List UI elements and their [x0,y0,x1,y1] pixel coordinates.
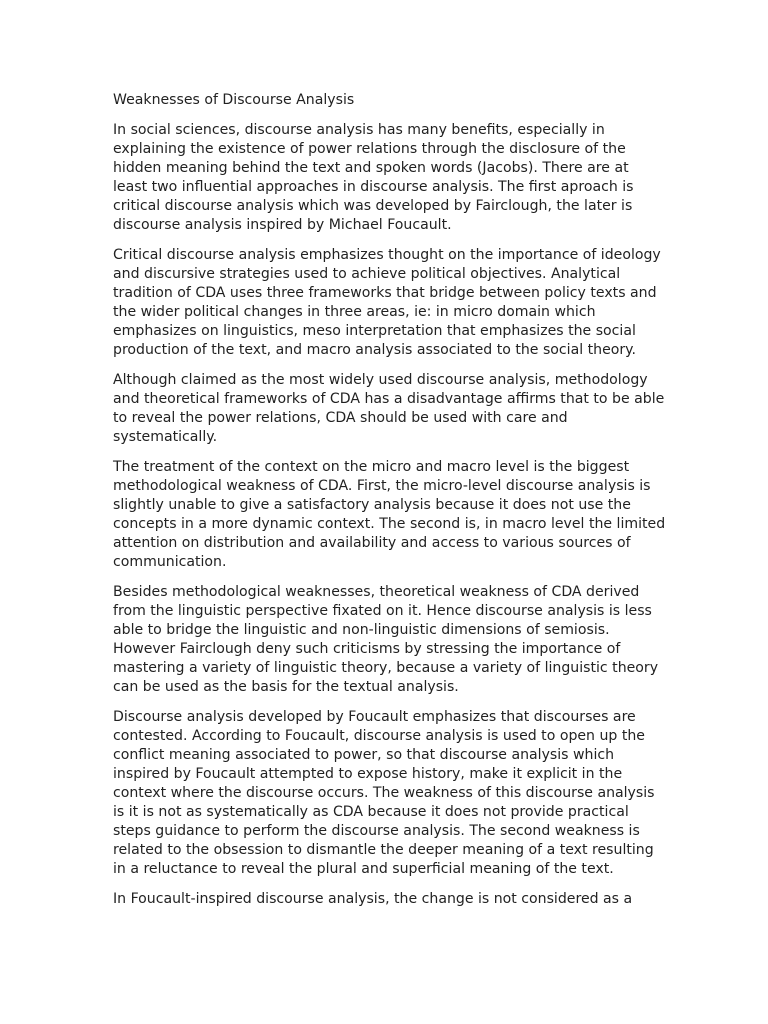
paragraph-line: In social sciences, discourse analysis has many benefits, especially in [113,122,605,138]
paragraph-line: in a reluctance to reveal the plural and superficial meaning of the text. [113,861,614,877]
paragraph-line: can be used as the basis for the textual analysis. [113,679,459,695]
paragraph-line: communication. [113,554,227,570]
paragraph-line: is it is not as systematically as CDA because it does not provide practical [113,804,629,820]
paragraph-line: and discursive strategies used to achieve political objectives. Analytical [113,266,621,282]
paragraph [113,708,659,879]
paragraph [113,458,666,572]
paragraph-line: inspired by Foucault attempted to expose history, make it explicit in the [113,766,623,782]
paragraph-line: to reveal the power relations, CDA should be used with care and [113,410,568,426]
paragraph-line: methodological weakness of CDA. First, the micro-level discourse analysis is [113,478,651,494]
paragraph [113,246,659,360]
paragraph-line: hidden meaning behind the text and spoken words (Jacobs). There are at [113,160,629,176]
paragraph-line: from the linguistic perspective fixated on it. Hence discourse analysis is less [113,603,652,619]
paragraph-line: tradition of CDA uses three frameworks that bridge between policy texts and [113,285,657,301]
paragraph-line: able to bridge the linguistic and non-linguistic dimensions of semiosis. [113,622,610,638]
paragraph-line: Although claimed as the most widely used discourse analysis, methodology [113,372,648,388]
paragraph-line: Besides methodological weaknesses, theoretical weakness of CDA derived [113,584,640,600]
paragraph-line: and theoretical frameworks of CDA has a disadvantage affirms that to be able [113,391,665,407]
paragraph [113,890,659,909]
paragraph-line: context where the discourse occurs. The weakness of this discourse analysis [113,785,655,801]
paragraph-list [113,121,666,909]
paragraph-line: steps guidance to perform the discourse analysis. The second weakness is [113,823,640,839]
paragraph-line: In Foucault-inspired discourse analysis, the change is not considered as a [113,891,633,907]
paragraph-line: contested. According to Foucault, discourse analysis is used to open up the [113,728,645,744]
paragraph-line: concepts in a more dynamic context. The second is, in macro level the limited [113,516,666,532]
paragraph [113,583,659,697]
paragraph-line: Critical discourse analysis emphasizes thought on the importance of ideology [113,247,661,263]
paragraph-line: critical discourse analysis which was developed by Fairclough, the later is [113,198,633,214]
paragraph-line: attention on distribution and availability and access to various sources of [113,535,631,551]
paragraph-line: mastering a variety of linguistic theory, because a variety of linguistic theory [113,660,659,676]
paragraph-line: However Fairclough deny such criticisms by stressing the importance of [113,641,621,657]
paragraph-line: least two influential approaches in discourse analysis. The first aproach is [113,179,634,195]
paragraph [113,371,665,447]
paragraph-line: Discourse analysis developed by Foucault emphasizes that discourses are [113,709,636,725]
paragraph-line: explaining the existence of power relations through the disclosure of the [113,141,626,157]
paragraph-line: systematically. [113,429,218,445]
paragraph [113,121,659,235]
paragraph-line: emphasizes on linguistics, meso interpretation that emphasizes the social [113,323,636,339]
paragraph-line: slightly unable to give a satisfactory analysis because it does not use the [113,497,631,513]
paragraph-line: conflict meaning associated to power, so that discourse analysis which [113,747,615,763]
paragraph-line: the wider political changes in three areas, ie: in micro domain which [113,304,596,320]
paragraph-line: production of the text, and macro analysis associated to the social theory. [113,342,636,358]
paragraph-line: discourse analysis inspired by Michael Foucault. [113,217,452,233]
document-title: Weaknesses of Discourse Analysis [113,92,355,108]
paragraph-line: The treatment of the context on the micro and macro level is the biggest [113,459,630,475]
document-body [113,91,666,920]
paragraph-line: related to the obsession to dismantle the deeper meaning of a text resulting [113,842,654,858]
